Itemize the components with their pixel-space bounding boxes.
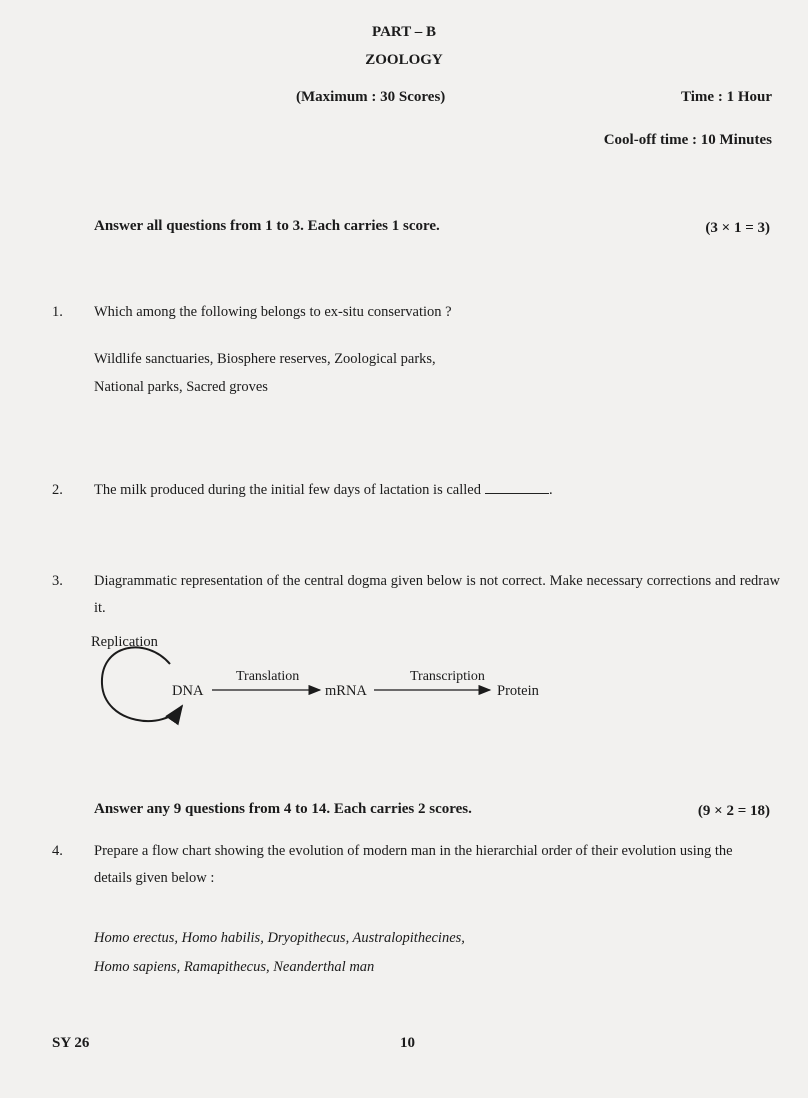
q2-end: . [548,482,553,498]
q4-items-line1-wrap [94,925,784,952]
page-number: 10 [400,1035,415,1051]
q2-text: The milk produced during the initial few days of lactation is called [94,482,481,498]
arrow1-label: Translation [236,669,300,684]
q3-text: Diagrammatic representation of the central dogma given below is not correct. Make necessary corrections and redraw it. [94,573,780,616]
q4-items-line2-wrap [94,954,784,981]
q1-text: Which among the following belongs to ex-situ conservation ? [94,304,452,320]
section2-instruction: Answer any 9 questions from 4 to 14. Each carries 2 scores. [94,801,472,817]
paper-code: SY 26 [52,1035,90,1051]
q4-items-line1: Homo erectus, Homo habilis, Dryopithecus, Australopithecines, [94,930,465,946]
central-dogma-diagram [88,628,608,738]
replication-arrow [102,647,182,721]
q1-number: 1. [52,304,63,320]
q2-question [94,477,784,504]
q1-options-line1: Wildlife sanctuaries, Biosphere reserves, Zoological parks, [94,351,436,367]
max-scores: (Maximum : 30 Scores) [296,89,446,105]
cool-off-time: Cool-off time : 10 Minutes [603,132,772,148]
protein-label: Protein [497,683,539,699]
q2-answer-blank [485,479,549,494]
arrow2-label: Transcription [410,669,485,684]
dna-label: DNA [172,683,204,699]
subject-heading: ZOOLOGY [365,52,443,68]
q4-text: Prepare a flow chart showing the evolution of modern man in the hierarchial order of their evolution using the details given below : [94,843,733,886]
time-limit: Time : 1 Hour [681,89,772,105]
section1-instruction: Answer all questions from 1 to 3. Each carries 1 score. [94,218,440,234]
q3-number: 3. [52,573,63,589]
q1-options-line2: National parks, Sacred groves [94,379,268,395]
replication-label: Replication [91,634,158,650]
part-heading: PART – B [372,24,436,40]
mrna-label: mRNA [325,683,367,699]
q4-items-line2: Homo sapiens, Ramapithecus, Neanderthal man [94,959,375,975]
q4-number: 4. [52,843,63,859]
section1-marks: (3 × 1 = 3) [705,220,770,236]
section2-marks: (9 × 2 = 18) [697,803,770,819]
q2-number: 2. [52,482,63,498]
